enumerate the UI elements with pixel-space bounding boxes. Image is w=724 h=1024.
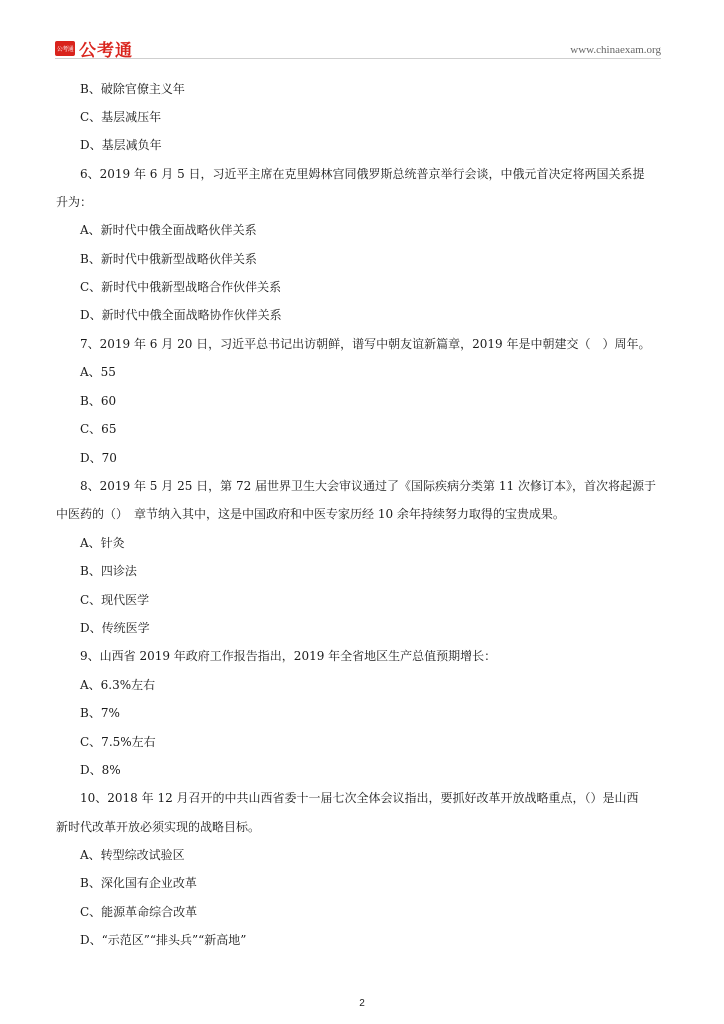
question-continuation: 升为： (56, 195, 93, 209)
question-continuation: 中医药的（） 章节纳入其中，这是中国政府和中医专家历经 10 余年持续努力取得的宝贵成果。 (56, 507, 565, 521)
answer-option: B、60 (80, 394, 117, 408)
answer-option: B、破除官僚主义年 (80, 82, 185, 96)
answer-option: C、65 (80, 422, 117, 436)
answer-option: D、70 (80, 451, 117, 465)
answer-option: A、6.3%左右 (80, 678, 156, 692)
page-number: 2 (359, 998, 365, 1009)
answer-option: D、传统医学 (80, 621, 150, 635)
answer-option: C、能源革命综合改革 (80, 905, 198, 919)
question-text: 8、2019 年 5 月 25 日，第 72 届世界卫生大会审议通过了《国际疾病分类第 11 次修订本》，首次将起源于 (80, 479, 656, 493)
answer-option: A、新时代中俄全面战略伙伴关系 (80, 223, 257, 237)
site-url: www.chinaexam.org (570, 44, 661, 56)
question-text: 7、2019 年 6 月 20 日，习近平总书记出访朝鲜，谱写中朝友谊新篇章，2019 年是中朝建交（ ）周年。 (80, 337, 651, 351)
answer-option: C、现代医学 (80, 593, 150, 607)
header-divider (55, 58, 661, 59)
question-text: 10、2018 年 12 月召开的中共山西省委十一届七次全体会议指出，要抓好改革开放战略重点，（）是山西 (80, 791, 639, 805)
question-continuation: 新时代改革开放必须实现的战略目标。 (56, 820, 261, 834)
question-text: 6、2019 年 6 月 5 日，习近平主席在克里姆林宫同俄罗斯总统普京举行会谈，中俄元首决定将两国关系提 (80, 167, 645, 181)
answer-option: C、新时代中俄新型战略合作伙伴关系 (80, 280, 282, 294)
answer-option: D、基层减负年 (80, 138, 162, 152)
logo-text: 公考通 (79, 41, 133, 61)
answer-option: B、7% (80, 706, 120, 720)
answer-option: D、新时代中俄全面战略协作伙伴关系 (80, 308, 282, 322)
answer-option: B、新时代中俄新型战略伙伴关系 (80, 252, 257, 266)
answer-option: B、深化国有企业改革 (80, 876, 197, 890)
logo-badge: 公考通 (55, 41, 75, 56)
answer-option: A、55 (80, 365, 116, 379)
answer-option: B、四诊法 (80, 564, 137, 578)
answer-option: C、7.5%左右 (80, 735, 156, 749)
question-text: 9、山西省 2019 年政府工作报告指出，2019 年全省地区生产总值预期增长： (80, 649, 497, 663)
answer-option: D、8% (80, 763, 121, 777)
answer-option: C、基层减压年 (80, 110, 162, 124)
answer-option: A、针灸 (80, 536, 125, 550)
page-header (0, 0, 724, 64)
answer-option: A、转型综改试验区 (80, 848, 185, 862)
answer-option: D、“示范区”“排头兵”“新高地” (80, 933, 247, 947)
